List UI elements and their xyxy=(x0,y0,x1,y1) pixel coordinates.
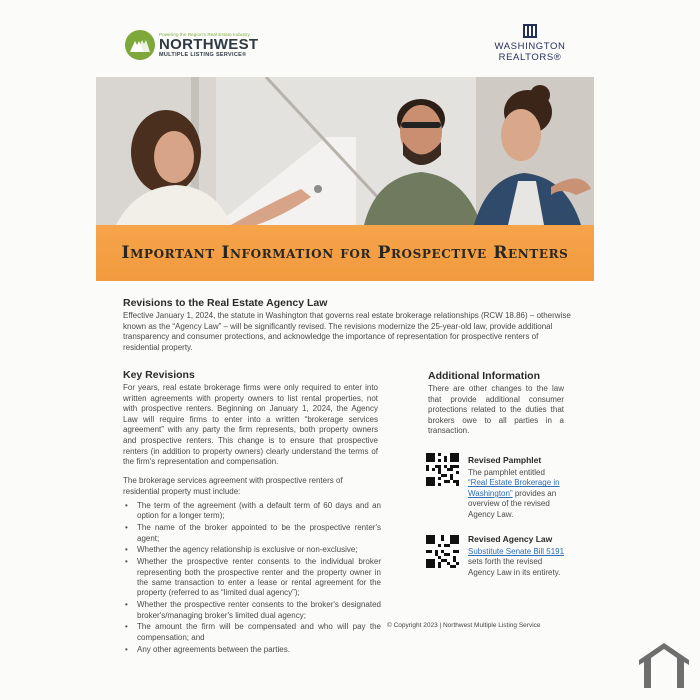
title-banner xyxy=(96,225,594,281)
wr-subtitle: REALTORS® xyxy=(498,52,562,63)
resource-description-pamphlet xyxy=(468,468,566,520)
requirements-list xyxy=(123,501,381,656)
realtor-r-icon xyxy=(523,24,537,38)
copyright-notice: © Copyright 2023 | Northwest Multiple Listing Service xyxy=(387,622,541,629)
page-title: Important Information for Prospective Renters xyxy=(121,243,569,263)
nwmls-emblem-icon xyxy=(125,30,155,60)
key-revisions-paragraph: For years, real estate brokerage firms were only required to enter into written agreements with property owners to list rental properties, not with prospective renters. Beginning on January 1, 2024, the Agency Law will require firms to enter into a written “brokerage services agreement” with any party the firm represents, both property owners and prospective renters. This change is to ensure that prospective renters (in addition to property owners) clearly understand the terms of the firm's representation and compensation. xyxy=(123,383,378,467)
additional-info-paragraph: There are other changes to the law that provide additional consumer protections related to the duties that brokers owe to all parties in a transaction. xyxy=(428,384,564,436)
list-item: • The amount the firm will be compensated and who will pay the compensation; and xyxy=(123,622,381,643)
resource-text: sets forth the revised Agency Law in its entirety. xyxy=(468,557,561,577)
wr-name: WASHINGTON xyxy=(494,41,566,52)
nwmls-name: NORTHWEST xyxy=(159,36,259,53)
list-item: • The term of the agreement (with a default term of 60 days and an option for a longer term); xyxy=(123,501,381,522)
list-item: • Any other agreements between the parties. xyxy=(123,645,381,655)
nwmls-logo xyxy=(125,28,258,62)
resource-title-pamphlet: Revised Pamphlet xyxy=(468,455,542,465)
nwmls-subtitle: MULTIPLE LISTING SERVICE® xyxy=(159,52,247,58)
pamphlet-qr-code[interactable] xyxy=(426,453,459,486)
revisions-paragraph: Effective January 1, 2024, the statute in Washington that governs real estate brokerage relationships (RCW 18.86) – otherwise known as the “Agency Law” – will be significantly revised. The revisions modernize the 25-year-old law, provide additional transparency and consumer protections, and acknowledge the importance of representation for prospective renters of residential property. xyxy=(123,311,571,352)
key-revisions-heading: Key Revisions xyxy=(123,369,195,381)
list-item: • Whether the prospective renter consents to the broker's designated broker's/managing broker's limited dual agency; xyxy=(123,600,381,621)
resource-text: The pamphlet entitled xyxy=(468,468,545,477)
additional-info-heading: Additional Information xyxy=(428,370,540,382)
list-item: • The name of the broker appointed to be the prospective renter's agent; xyxy=(123,523,381,544)
pamphlet-link[interactable]: “Real Estate Brokerage in Washington” xyxy=(468,478,560,498)
agreement-requirements-intro: The brokerage services agreement with prospective renters of residential property must include: xyxy=(123,476,343,496)
list-item: • Whether the prospective renter consents to the individual broker representing both the prospective renter and the property owner in the same transaction to enter a lease or rental agreement for the property (referred to as “limited dual agency”); xyxy=(123,557,381,599)
home-icon[interactable] xyxy=(637,640,691,690)
list-item: • Whether the agency relationship is exclusive or non-exclusive; xyxy=(123,545,381,555)
resource-title-agency-law: Revised Agency Law xyxy=(468,534,553,544)
resource-description-agency-law xyxy=(468,547,566,578)
agency-law-qr-code[interactable] xyxy=(426,535,459,568)
senate-bill-link[interactable]: Substitute Senate Bill 5191 xyxy=(468,547,565,556)
nwmls-tagline: Powering the Region's Real Estate Industry xyxy=(159,32,250,37)
resource-text: provides an overview of the revised Agency Law. xyxy=(468,488,557,519)
washington-realtors-logo xyxy=(492,24,568,63)
hero-photo xyxy=(96,77,594,225)
revisions-heading: Revisions to the Real Estate Agency Law xyxy=(123,297,328,309)
